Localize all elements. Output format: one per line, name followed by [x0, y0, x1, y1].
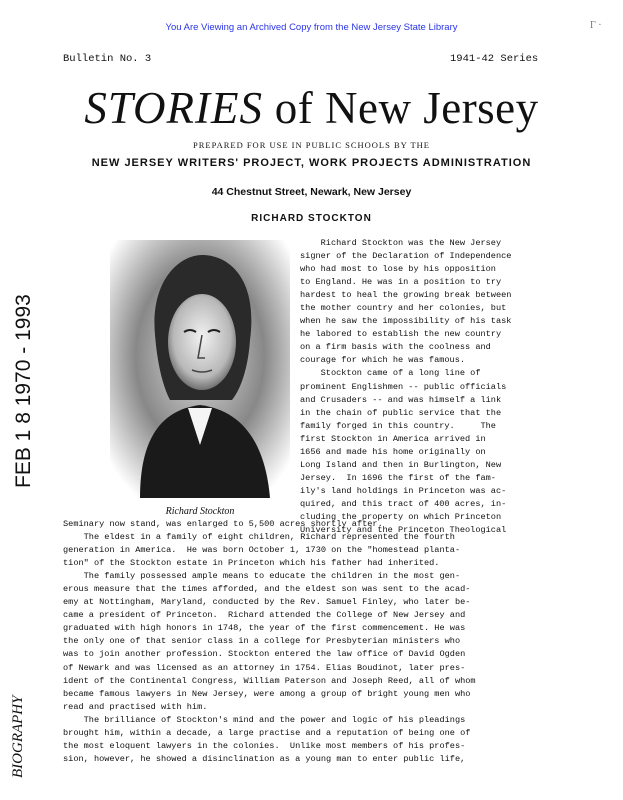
bulletin-number: Bulletin No. 3	[63, 53, 152, 65]
title-rest: of New Jersey	[263, 83, 539, 133]
body-text	[63, 518, 476, 766]
text-line: was to join another profession. Stockton entered the law office of David Ogden	[63, 649, 466, 660]
text-line: the most eloquent lawyers in the colonies. Unlike most members of his profes-	[63, 740, 466, 751]
address-line: 44 Chestnut Street, Newark, New Jersey	[211, 186, 412, 198]
text-line: who had most to lose by his opposition	[300, 264, 496, 275]
date-stamp-text: FEB 1 8 1970 - 1993	[12, 294, 35, 488]
text-line: Long Island and then in Burlington, New	[300, 459, 502, 470]
project-line: NEW JERSEY WRITERS' PROJECT, WORK PROJECTS ADMINISTRATION	[91, 157, 532, 169]
text-line: Seminary now stand, was enlarged to 5,500 acres shortly after.	[63, 519, 383, 529]
text-line: sion, however, he showed a disinclination as a young man to enter public life,	[63, 753, 466, 764]
text-line: Stockton came of a long line of	[300, 368, 481, 379]
text-line: and Crusaders -- and was himself a link	[300, 394, 502, 405]
title-italic: STORIES	[84, 83, 263, 133]
text-line: graduated with high honors in 1748, the year of the first commencement. He was	[63, 623, 466, 634]
text-line: read and practised with him.	[63, 701, 208, 712]
subject-heading: RICHARD STOCKTON	[251, 213, 372, 224]
text-line: ily's land holdings in Princeton was ac-	[300, 485, 507, 496]
text-line: family forged in this country. The	[300, 420, 496, 431]
prepared-line: PREPARED FOR USE IN PUBLIC SCHOOLS BY THE	[193, 140, 430, 150]
page-title	[0, 83, 623, 133]
text-line: The family possessed ample means to educate the children in the most gen-	[63, 571, 461, 582]
series-label: 1941-42 Series	[450, 53, 539, 65]
text-line: The eldest in a family of eight children, Richard represented the fourth	[63, 532, 455, 543]
text-line: erous measure that the times afforded, and the eldest son was sent to the acad-	[63, 584, 471, 595]
text-line: signer of the Declaration of Independence	[300, 251, 512, 262]
text-line: prominent Englishmen -- public officials	[300, 381, 507, 392]
text-line: emy at Nottingham, Maryland, conducted by the Rev. Samuel Finley, who later be-	[63, 597, 471, 608]
text-line: University and the Princeton Theological	[300, 525, 507, 536]
text-line: The brilliance of Stockton's mind and the power and logic of his pleadings	[63, 714, 466, 725]
text-line: brought him, within a decade, a large practise and a reputation of being one of	[63, 727, 471, 738]
text-line: of Newark and was licensed as an attorney in 1754. Elias Boudinot, later pres-	[63, 662, 466, 673]
text-line: the only one of that senior class in a college for Presbyterian ministers who	[63, 636, 461, 647]
margin-note-text: BIOGRAPHY	[10, 695, 26, 778]
portrait-image	[110, 240, 290, 498]
text-line: courage for which he was famous.	[300, 355, 466, 366]
archive-banner: You Are Viewing an Archived Copy from the New Jersey State Library	[165, 22, 458, 33]
text-line: hardest to heal the growing break between	[300, 290, 512, 301]
text-line: became famous lawyers in New Jersey, were among a group of bright young men who	[63, 688, 471, 699]
text-line: he labored to establish the new country	[300, 329, 502, 340]
text-line: in the chain of public service that the	[300, 407, 502, 418]
text-line: first Stockton in America arrived in	[300, 433, 486, 444]
text-line: Richard Stockton was the New Jersey	[300, 238, 502, 248]
date-stamp	[12, 294, 42, 490]
portrait-caption: Richard Stockton	[165, 506, 235, 517]
text-line: cluding the property on which Princeton	[300, 511, 502, 522]
text-line: ident of the Continental Congress, William Paterson and Joseph Reed, all of whom	[63, 675, 476, 686]
text-line: to England. He was in a position to try	[300, 277, 502, 288]
corner-mark: Γ ·	[590, 20, 602, 31]
text-line: generation in America. He was born October 1, 1730 on the "homestead planta-	[63, 545, 461, 556]
text-line: 1656 and made his home originally on	[300, 446, 486, 457]
text-line: the mother country and her colonies, but	[300, 303, 507, 314]
text-line: quired, and this tract of 400 acres, in-	[300, 498, 507, 509]
text-line: Jersey. In 1696 the first of the fam-	[300, 472, 496, 483]
margin-note	[10, 520, 34, 780]
text-line: came a president of Princeton. Richard attended the College of New Jersey and	[63, 610, 466, 621]
text-line: when he saw the impossibility of his task	[300, 316, 512, 327]
right-column-text	[300, 237, 511, 537]
text-line: tion" of the Stockton estate in Princeton which his father had inherited.	[63, 558, 440, 569]
text-line: on a firm basis with the coolness and	[300, 342, 491, 353]
